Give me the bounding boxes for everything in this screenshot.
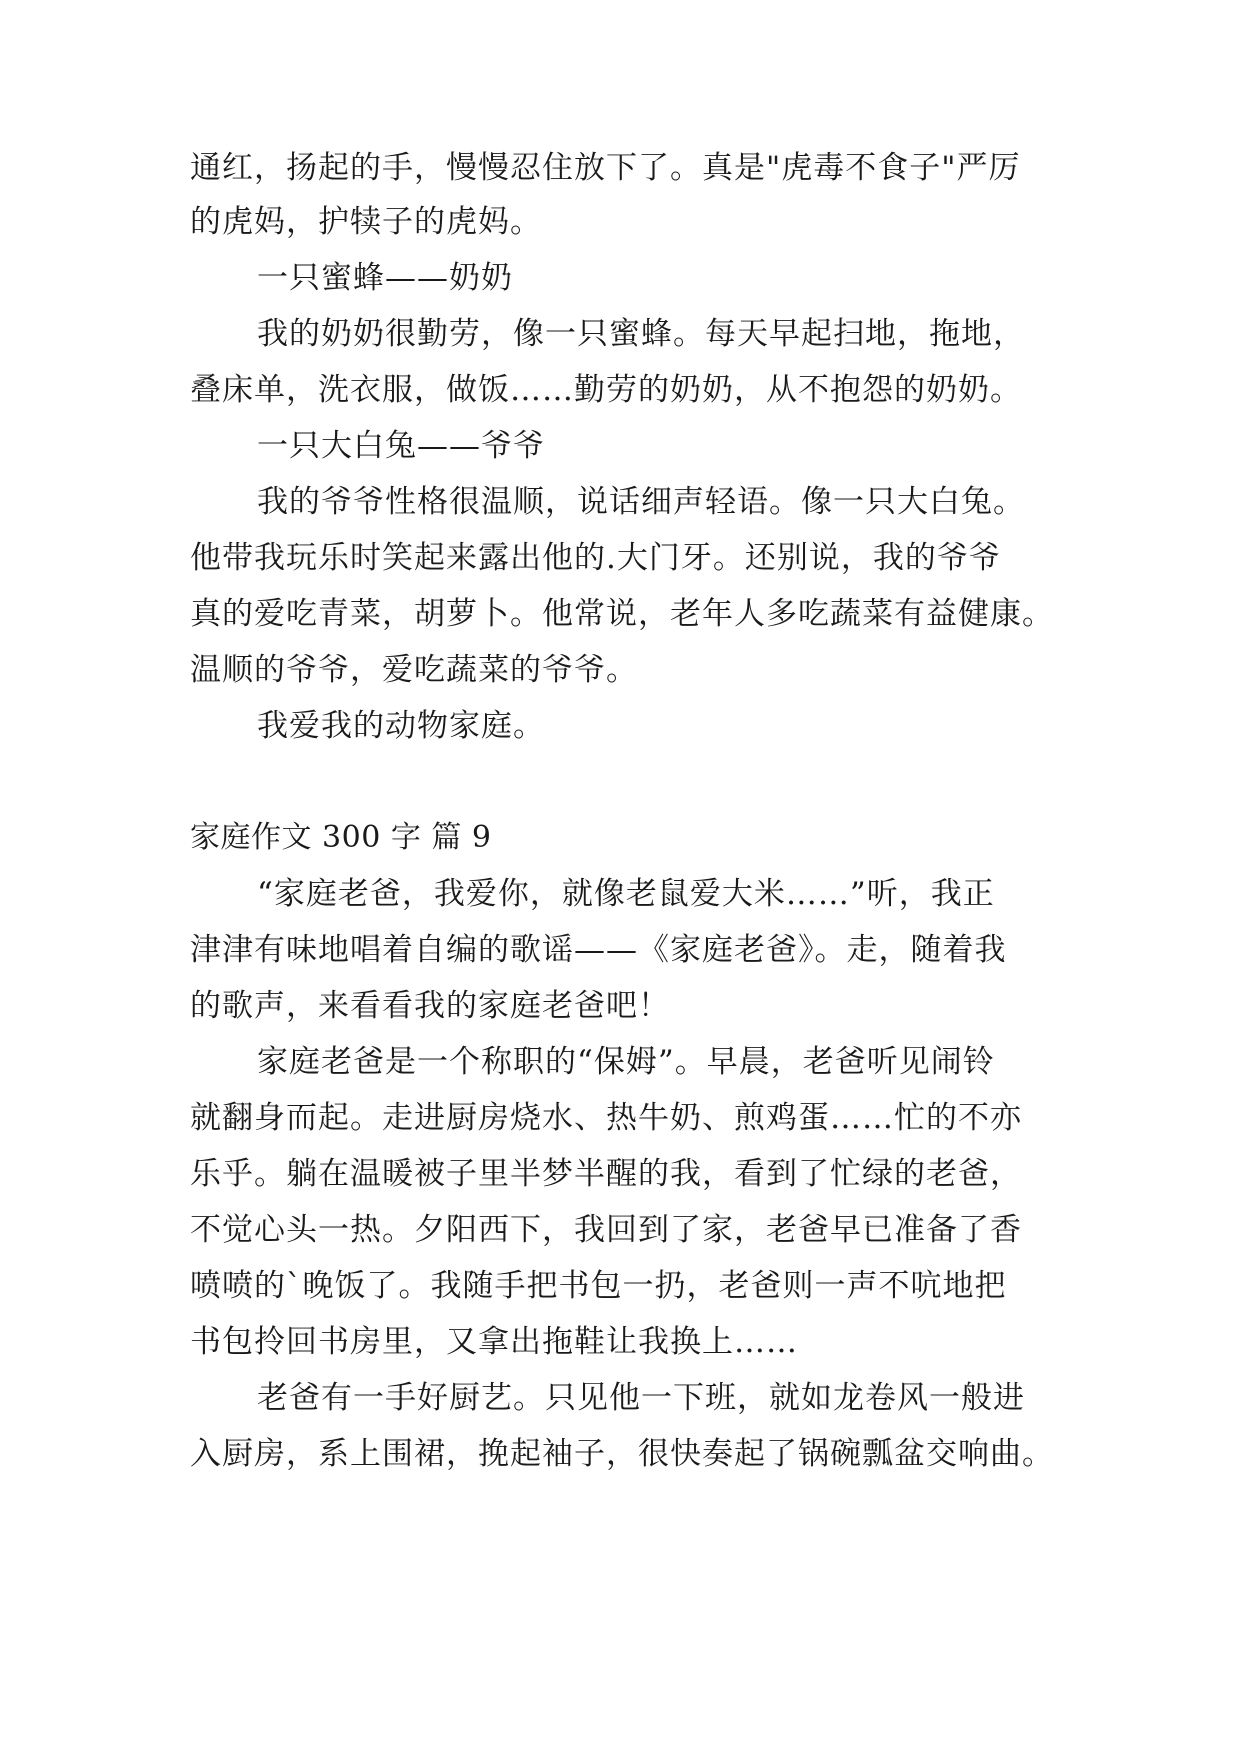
paragraph-line: 我爱我的动物家庭。 xyxy=(257,708,545,744)
paragraph-line: 的歌声，来看看我的家庭老爸吧！ xyxy=(190,988,670,1024)
paragraph-line: 的虎妈，护犊子的虎妈。 xyxy=(190,204,542,240)
paragraph-line: “家庭老爸，我爱你，就像老鼠爱大米……”听，我正 xyxy=(257,876,995,912)
paragraph-line: 不觉心头一热。夕阳西下，我回到了家，老爸早已准备了香 xyxy=(190,1212,1022,1248)
paragraph-line: 温顺的爷爷，爱吃蔬菜的爷爷。 xyxy=(190,652,638,688)
section-title: 家庭作文 300 字 篇 9 xyxy=(190,820,492,855)
paragraph-line: 书包拎回书房里，又拿出拖鞋让我换上…… xyxy=(190,1324,798,1360)
paragraph-line: 入厨房，系上围裙，挽起袖子，很快奏起了锅碗瓢盆交响曲。 xyxy=(190,1436,1054,1472)
paragraph-line: 通红，扬起的手，慢慢忍住放下了。真是"虎毒不食子"严厉 xyxy=(190,150,1021,186)
paragraph-line: 他带我玩乐时笑起来露出他的.大门牙。还别说，我的爷爷 xyxy=(190,540,1001,576)
paragraph-line: 老爸有一手好厨艺。只见他一下班，就如龙卷风一般进 xyxy=(257,1380,1025,1416)
paragraph-line: 就翻身而起。走进厨房烧水、热牛奶、煎鸡蛋……忙的不亦 xyxy=(190,1100,1022,1136)
paragraph-line: 乐乎。躺在温暖被子里半梦半醒的我，看到了忙绿的老爸， xyxy=(190,1156,1022,1192)
paragraph-line: 我的奶奶很勤劳，像一只蜜蜂。每天早起扫地，拖地， xyxy=(257,316,1025,352)
paragraph-line: 真的爱吃青菜，胡萝卜。他常说，老年人多吃蔬菜有益健康。 xyxy=(190,596,1054,632)
subheading-rabbit-grandpa: 一只大白兔——爷爷 xyxy=(257,428,545,464)
paragraph-line: 喷喷的`晚饭了。我随手把书包一扔，老爸则一声不吭地把 xyxy=(190,1268,1007,1304)
subheading-bee-grandma: 一只蜜蜂——奶奶 xyxy=(257,260,513,296)
paragraph-line: 津津有味地唱着自编的歌谣——《家庭老爸》。走，随着我 xyxy=(190,932,1007,968)
paragraph-line: 家庭老爸是一个称职的“保姆”。早晨，老爸听见闹铃 xyxy=(257,1044,995,1080)
paragraph-line: 我的爷爷性格很温顺，说话细声轻语。像一只大白兔。 xyxy=(257,484,1025,520)
paragraph-line: 叠床单，洗衣服，做饭……勤劳的奶奶，从不抱怨的奶奶。 xyxy=(190,372,1022,408)
